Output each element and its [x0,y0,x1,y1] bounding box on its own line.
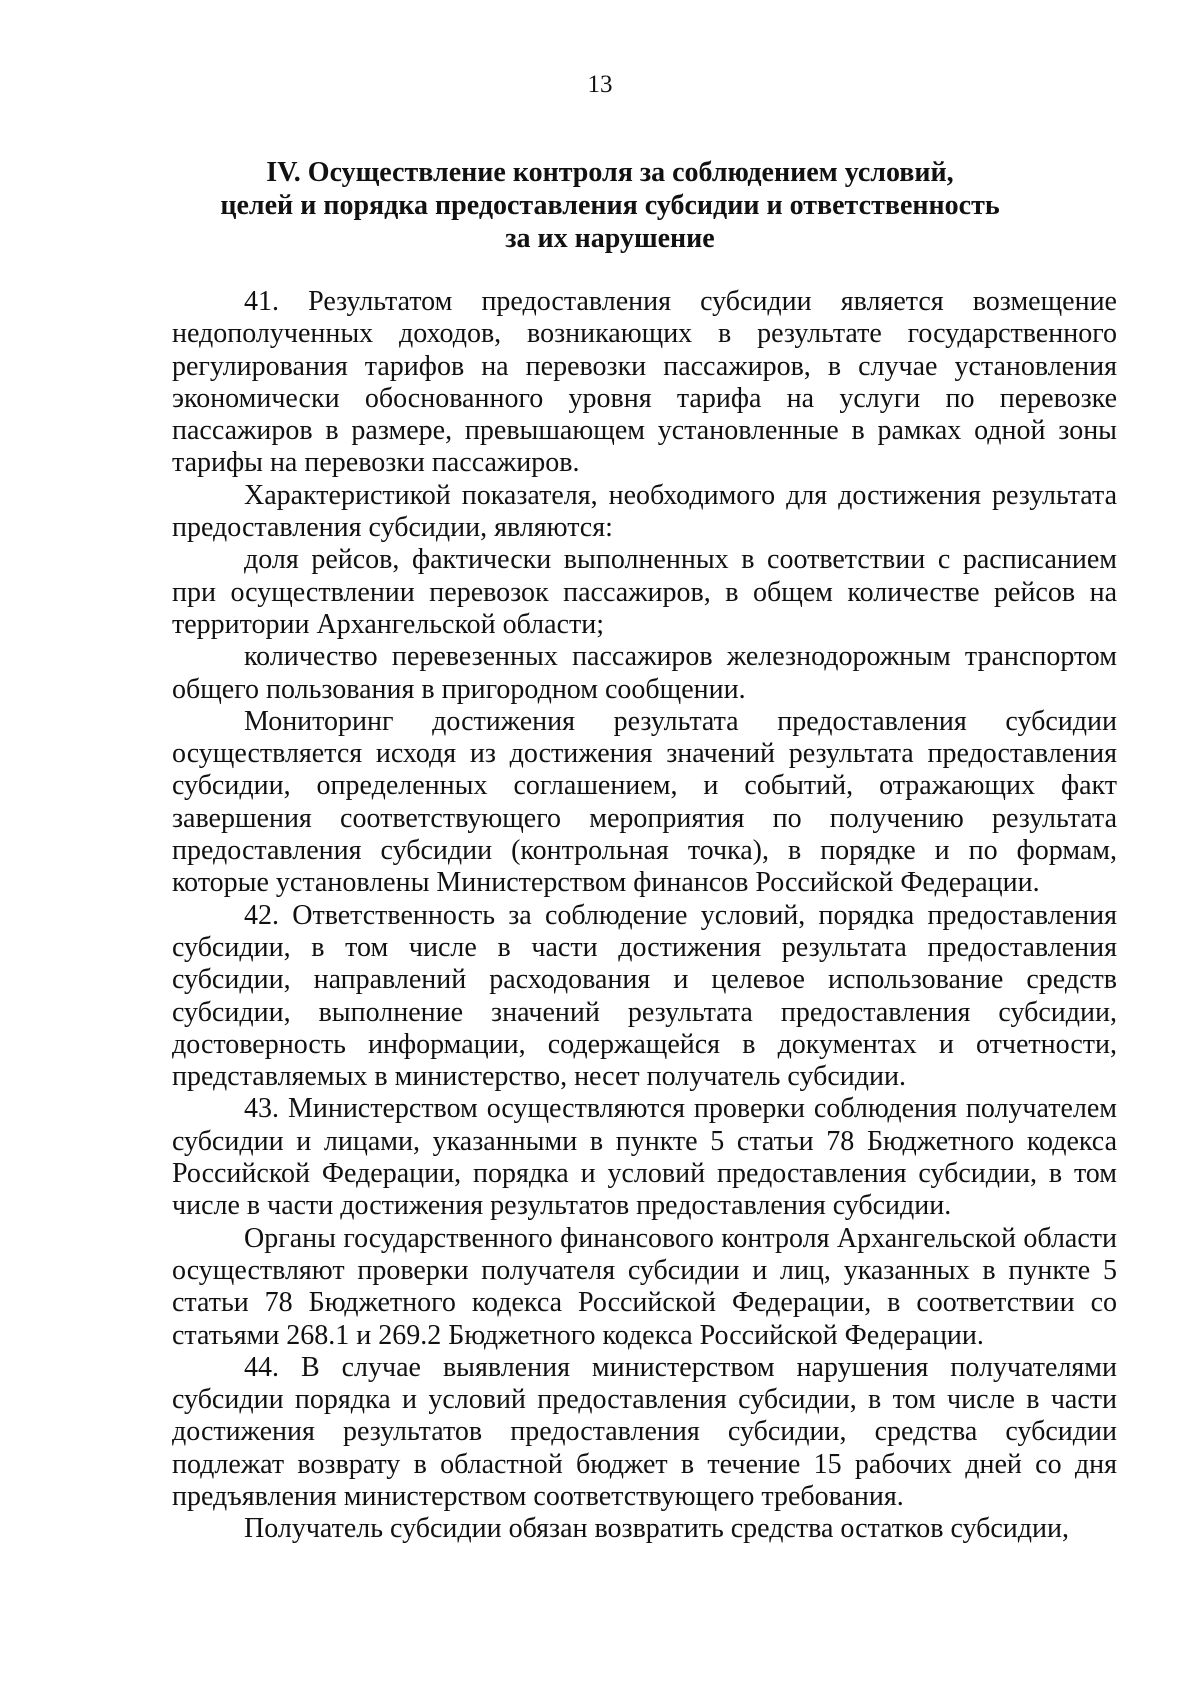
paragraph-financial-control: Органы государственного финансового контроля Архангельской области осуществляют проверки получателя субсидии и лиц, указанных в пункте 5 статьи 78 Бюджетного кодекса Российской Федерации, в соответствии со статьями 268.1 и 269.2 Бюджетного кодекса Российской Федерации. [172,1222,1117,1351]
paragraph-42: 42. Ответственность за соблюдение условий, порядка предоставления субсидии, в том числе в части достижения результата предоставления субсидии, направлений расходования и целевое использование средств субсидии, выполнение значений результата предоставления субсидии, достоверность информации, содержащейся в документах и отчетности, представляемых в министерство, несет получатель субсидии. [172,899,1117,1093]
document-body [172,286,1117,1546]
paragraph-return-obligation: Получатель субсидии обязан возвратить средства остатков субсидии, [244,1513,1070,1545]
paragraph-indicator-characteristic: Характеристикой показателя, необходимого для достижения результата предоставления субсидии, являются: [172,479,1117,544]
paragraph-44: 44. В случае выявления министерством нарушения получателями субсидии порядка и условий предоставления субсидии, в том числе в части достижения результатов предоставления субсидии, средства субсидии подлежат возврату в областной бюджет в течение 15 рабочих дней со дня предъявления министерством соответствующего требования. [172,1351,1117,1512]
paragraph-41: 41. Результатом предоставления субсидии является возмещение недополученных доходов, возникающих в результате государственного регулирования тарифов на перевозки пассажиров, в случае установления экономически обоснованного уровня тарифа на услуги по перевозке пассажиров в размере, превышающем установленные в рамках одной зоны тарифы на перевозки пассажиров. [172,286,1117,479]
heading-line: целей и порядка предоставления субсидии и ответственность [220,190,1000,221]
paragraph-43: 43. Министерством осуществляются проверки соблюдения получателем субсидии и лицами, указанными в пункте 5 статьи 78 Бюджетного кодекса Российской Федерации, порядка и условий предоставления субсидии, в том числе в части достижения результатов предоставления субсидии. [172,1093,1117,1222]
paragraph-passenger-count: количество перевезенных пассажиров железнодорожным транспортом общего пользования в пригородном сообщении. [172,641,1117,705]
heading-line: IV. Осуществление контроля за соблюдением условий, [266,157,954,188]
paragraph-monitoring: Мониторинг достижения результата предоставления субсидии осуществляется исходя из достижения значений результата предоставления субсидии, определенных соглашением, и событий, отражающих факт завершения соответствующего мероприятия по получению результата предоставления субсидии (контрольная точка), в порядке и по формам, которые установлены Министерством финансов Российской Федерации. [172,705,1117,899]
paragraph-share-of-trips: доля рейсов, фактически выполненных в соответствии с расписанием при осуществлении перевозок пассажиров, в общем количестве рейсов на территории Архангельской области; [172,544,1117,640]
heading-line: за их нарушение [505,223,715,254]
section-heading [170,156,1050,255]
page-number: 13 [587,71,613,98]
